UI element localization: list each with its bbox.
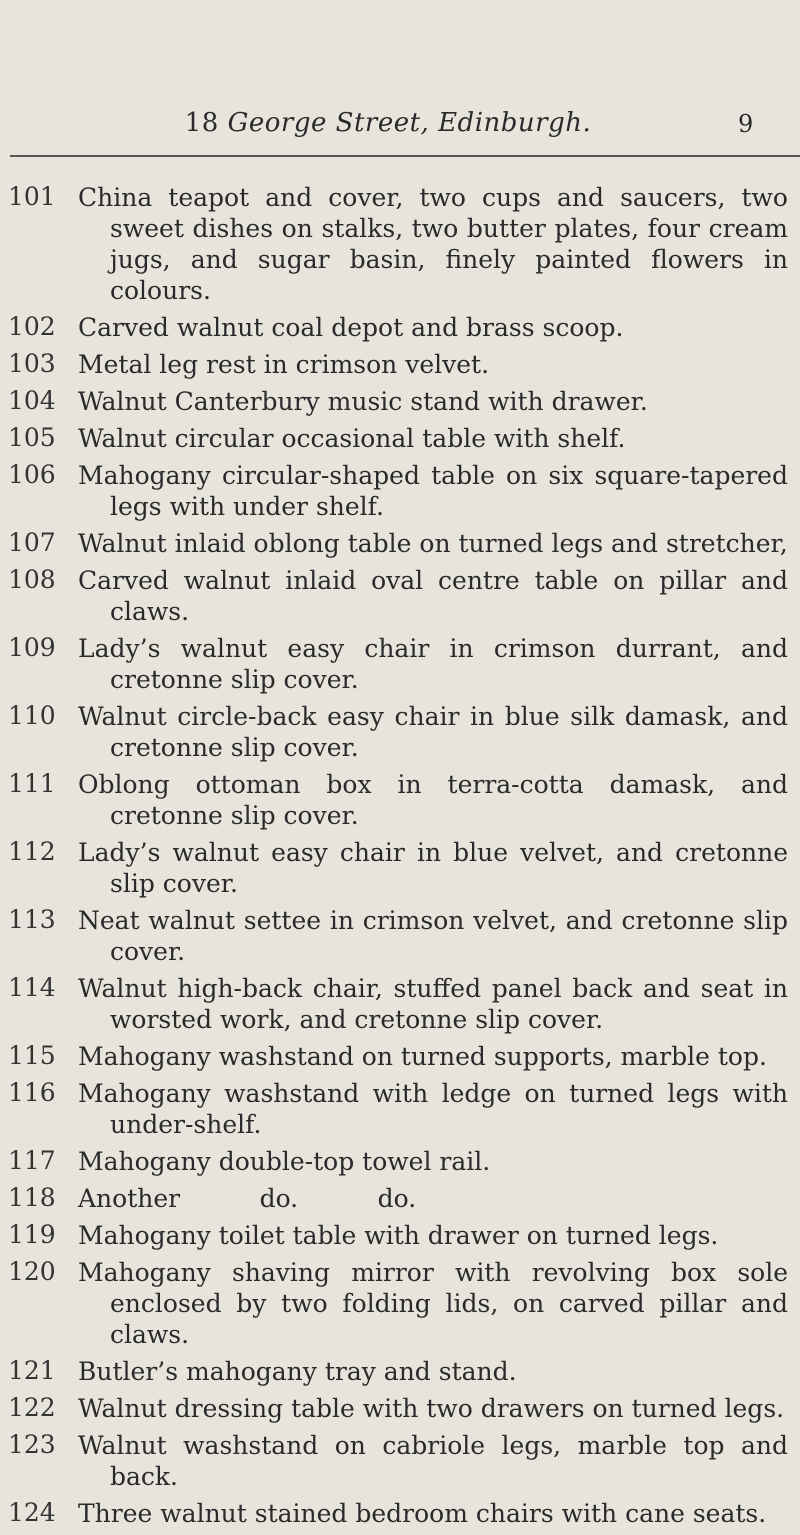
lot-number: 124 — [8, 1498, 56, 1527]
lot-entry — [0, 1078, 800, 1140]
lot-number: 101 — [8, 182, 56, 211]
lot-entry — [0, 1220, 800, 1251]
lot-number: 118 — [8, 1183, 56, 1212]
running-title — [108, 108, 668, 138]
lot-number: 105 — [8, 423, 56, 452]
lot-number: 108 — [8, 565, 56, 594]
page-number-left: 18 — [184, 108, 219, 138]
lot-description: China teapot and cover, two cups and saucers, two sweet dishes on stalks, two butter plates, four cream jugs, and sugar basin, finely painted flowers in colours. — [78, 183, 796, 305]
lot-number: 112 — [8, 837, 56, 866]
lot-description: Oblong ottoman box in terra-cotta damask, and cretonne slip cover. — [78, 770, 796, 830]
lot-entry — [0, 528, 800, 559]
lot-description: Another do. do. — [78, 1184, 417, 1213]
lot-entry — [0, 769, 800, 831]
lot-description: Lady’s walnut easy chair in crimson durrant, and cretonne slip cover. — [78, 634, 796, 694]
lot-entry — [0, 1356, 800, 1387]
lot-description: Walnut Canterbury music stand with drawer. — [78, 387, 648, 416]
lot-number: 110 — [8, 701, 56, 730]
lot-description: Walnut high-back chair, stuffed panel back and seat in worsted work, and cretonne slip cover. — [78, 974, 796, 1034]
lot-number: 104 — [8, 386, 56, 415]
lot-description: Neat walnut settee in crimson velvet, and cretonne slip cover. — [78, 906, 796, 966]
page-header — [0, 108, 800, 138]
header-rule — [10, 155, 800, 157]
lot-number: 117 — [8, 1146, 56, 1175]
lot-number: 107 — [8, 528, 56, 557]
lot-description: Walnut circle-back easy chair in blue silk damask, and cretonne slip cover. — [78, 702, 796, 762]
lot-entry — [0, 701, 800, 763]
lot-number: 111 — [8, 769, 56, 798]
lot-description: Walnut dressing table with two drawers on turned legs. — [78, 1394, 785, 1423]
lot-entry — [0, 837, 800, 899]
lot-entry — [0, 1430, 800, 1492]
lot-number: 102 — [8, 312, 56, 341]
lot-entry — [0, 905, 800, 967]
lot-entry — [0, 1146, 800, 1177]
lot-description: Carved walnut coal depot and brass scoop. — [78, 313, 624, 342]
lot-description: Mahogany toilet table with drawer on turned legs. — [78, 1221, 719, 1250]
lot-description: Mahogany shaving mirror with revolving box sole enclosed by two folding lids, on carved pillar and claws. — [78, 1258, 796, 1349]
lot-entry — [0, 1498, 800, 1529]
lot-number: 116 — [8, 1078, 56, 1107]
lot-entry — [0, 423, 800, 454]
lot-entry — [0, 973, 800, 1035]
lot-entry — [0, 386, 800, 417]
lot-number: 122 — [8, 1393, 56, 1422]
lot-entry — [0, 349, 800, 380]
lot-description: Lady’s walnut easy chair in blue velvet, and cretonne slip cover. — [78, 838, 796, 898]
lot-description: Mahogany double-top towel rail. — [78, 1147, 491, 1176]
lot-entry — [0, 1041, 800, 1072]
lot-entry — [0, 1257, 800, 1350]
lot-description: Carved walnut inlaid oval centre table on pillar and claws. — [78, 566, 796, 626]
lot-description: Walnut inlaid oblong table on turned legs and stretcher, — [78, 529, 788, 558]
lot-list — [0, 182, 800, 1535]
lot-number: 109 — [8, 633, 56, 662]
lot-entry — [0, 460, 800, 522]
lot-entry — [0, 1393, 800, 1424]
lot-description: Walnut circular occasional table with shelf. — [78, 424, 626, 453]
lot-number: 113 — [8, 905, 56, 934]
lot-description: Mahogany washstand on turned supports, marble top. — [78, 1042, 767, 1071]
lot-number: 103 — [8, 349, 56, 378]
address-title: George Street, Edinburgh. — [227, 108, 592, 138]
lot-entry — [0, 633, 800, 695]
page-number-right: 9 — [738, 110, 754, 138]
lot-description: Butler’s mahogany tray and stand. — [78, 1357, 517, 1386]
lot-entry — [0, 312, 800, 343]
lot-description: Metal leg rest in crimson velvet. — [78, 350, 490, 379]
lot-description: Three walnut stained bedroom chairs with cane seats. — [78, 1499, 767, 1528]
lot-number: 115 — [8, 1041, 56, 1070]
lot-entry — [0, 182, 800, 306]
lot-entry — [0, 1183, 800, 1214]
lot-number: 123 — [8, 1430, 56, 1459]
lot-description: Mahogany circular-shaped table on six square-tapered legs with under shelf. — [78, 461, 796, 521]
lot-description: Mahogany washstand with ledge on turned legs with under-shelf. — [78, 1079, 796, 1139]
lot-number: 106 — [8, 460, 56, 489]
lot-number: 121 — [8, 1356, 56, 1385]
lot-entry — [0, 565, 800, 627]
lot-number: 114 — [8, 973, 56, 1002]
lot-number: 120 — [8, 1257, 56, 1286]
lot-description: Walnut washstand on cabriole legs, marble top and back. — [78, 1431, 796, 1491]
lot-number: 119 — [8, 1220, 56, 1249]
